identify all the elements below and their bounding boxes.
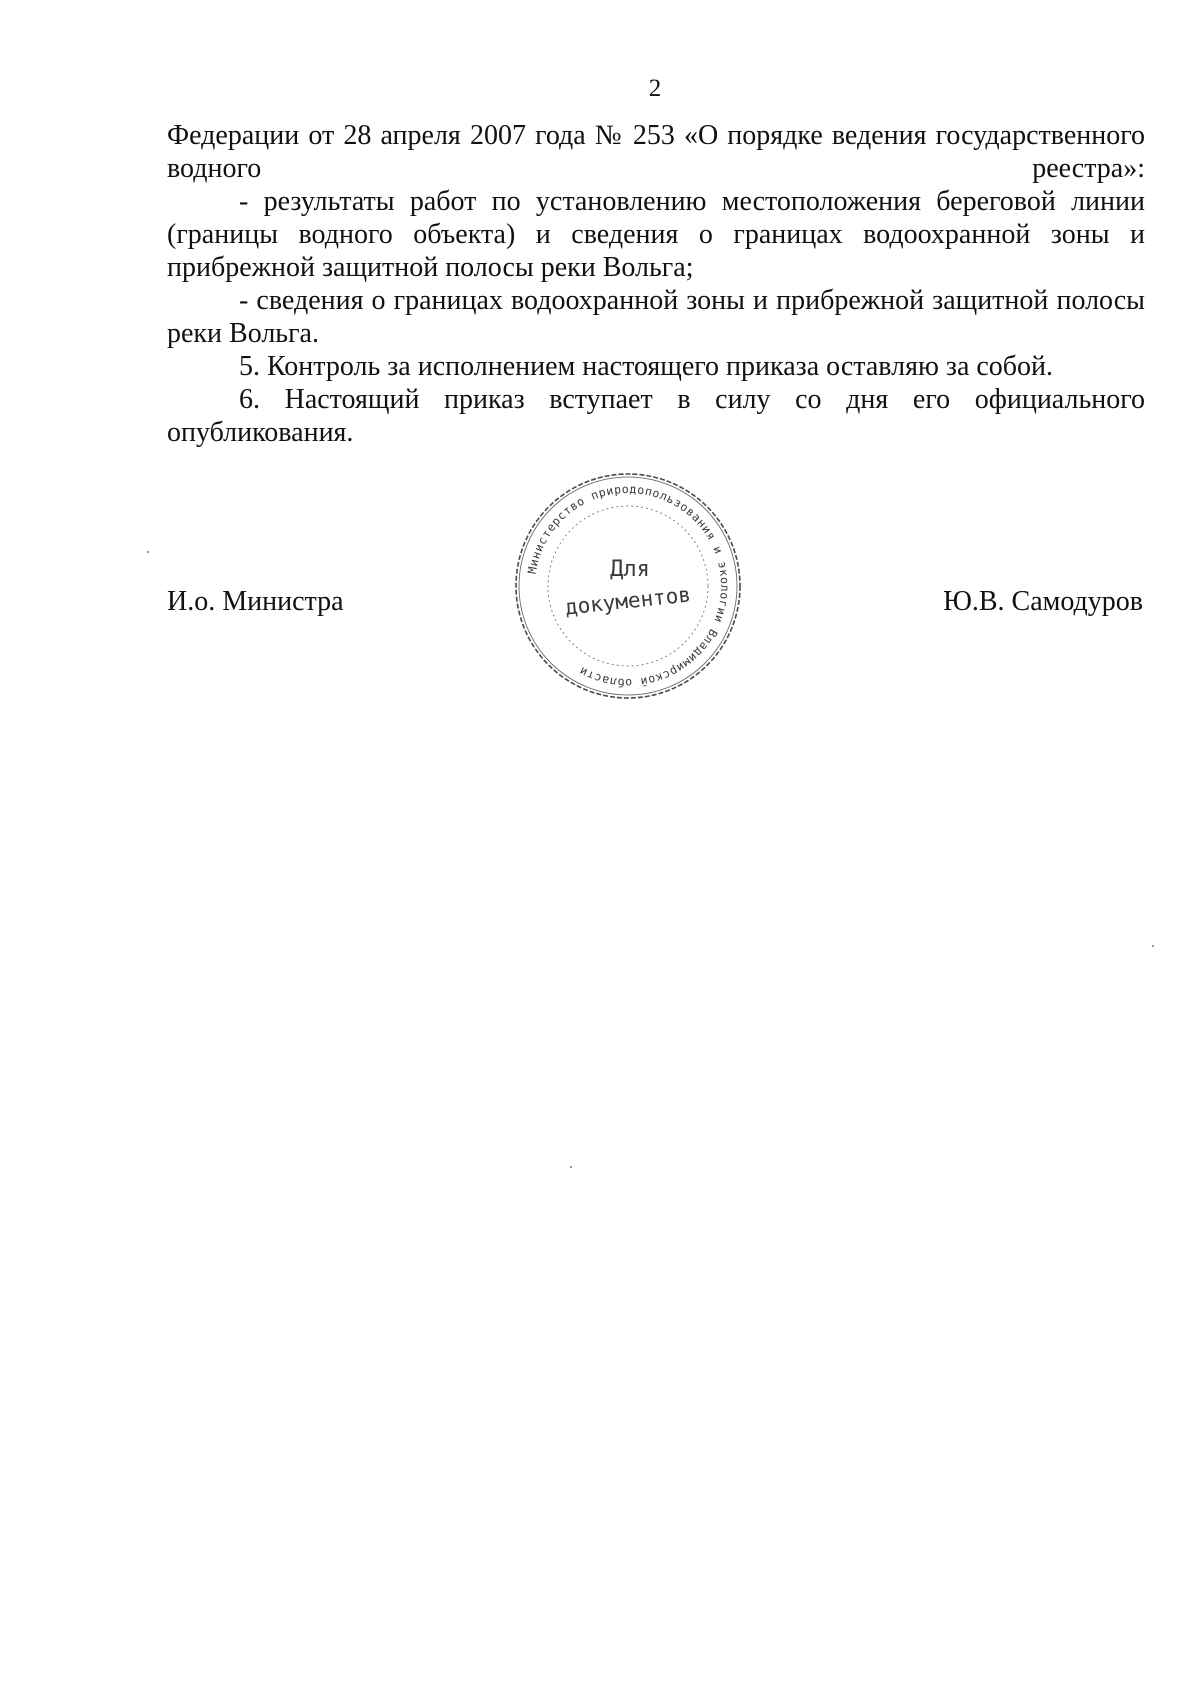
stamp-center-line-2: документов xyxy=(563,582,693,620)
official-stamp xyxy=(512,470,744,702)
signatory-role: И.о. Министра xyxy=(167,586,344,617)
page-number: 2 xyxy=(648,75,662,102)
scan-speck xyxy=(570,1166,572,1168)
scan-speck xyxy=(147,551,149,553)
stamp-seal-graphic xyxy=(512,470,744,702)
paragraph-zone-boundaries: - сведения о границах водоохранной зоны и прибрежной защитной полосы реки Вольга. xyxy=(167,285,1145,349)
paragraph-shoreline-results: - результаты работ по установлению местоположения береговой линии (границы водного объекта) и сведения о границах водоохранной зоны и прибрежной защитной полосы реки Вольга; xyxy=(167,186,1145,283)
signatory-name: Ю.В. Самодуров xyxy=(943,586,1143,617)
document-body xyxy=(167,119,1145,449)
paragraph-continuation: Федерации от 28 апреля 2007 года № 253 «О порядке ведения государственного водного реестра»: xyxy=(167,120,1145,184)
stamp-center-line-1: Для xyxy=(610,557,650,582)
stamp-ring-text: Министерство природопользования и экологии Владимирской области xyxy=(524,481,733,691)
paragraph-control-clause: 5. Контроль за исполнением настоящего приказа оставляю за собой. xyxy=(239,351,1054,382)
scan-speck xyxy=(1152,945,1154,947)
paragraph-effective-clause: 6. Настоящий приказ вступает в силу со дня его официального опубликования. xyxy=(167,384,1145,448)
